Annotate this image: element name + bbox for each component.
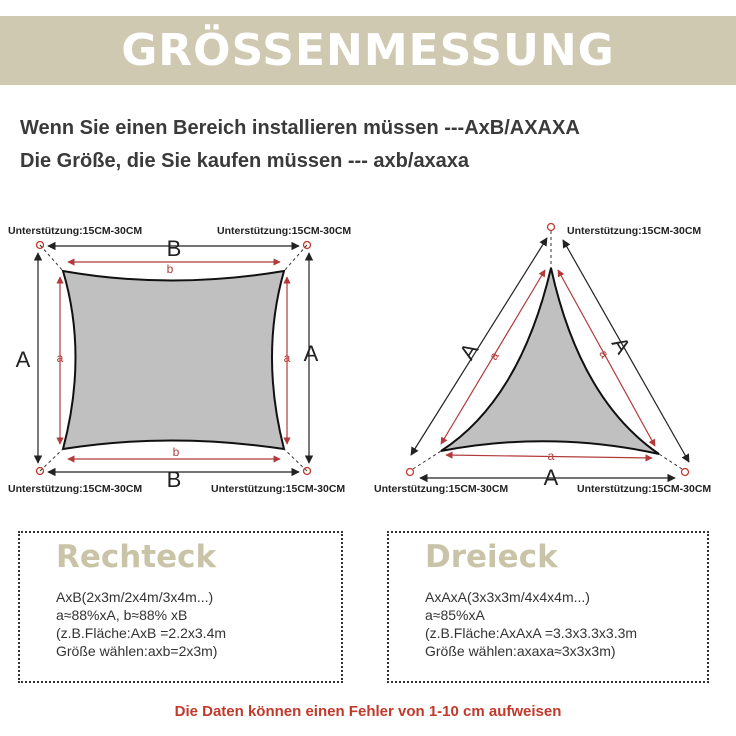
dreieck-line-4: Größe wählen:axaxa≈3x3x3m) xyxy=(425,643,616,659)
tri-label-a-left: a xyxy=(486,349,502,363)
rect-support-label-br: Unterstützung:15CM-30CM xyxy=(211,483,346,495)
rectangle-sail-shape xyxy=(63,271,284,449)
rechteck-line-3: (z.B.Fläche:AxB =2.2x3.4m xyxy=(56,625,227,641)
intro-line-size: Die Größe, die Sie kaufen müssen --- axb/axaxa xyxy=(20,150,470,172)
rect-label-b-top: b xyxy=(166,262,174,276)
banner-title: GRÖSSENMESSUNG xyxy=(121,25,615,76)
tri-label-A-left: A xyxy=(454,338,484,365)
triangle-diagram xyxy=(374,224,711,496)
rechteck-line-4: Größe wählen:axb=2x3m) xyxy=(56,643,218,659)
rect-support-label-bl: Unterstützung:15CM-30CM xyxy=(8,483,143,495)
rect-label-B-bottom: B xyxy=(166,467,182,492)
tri-support-label-top: Unterstützung:15CM-30CM xyxy=(567,225,702,237)
tri-support-label-bl: Unterstützung:15CM-30CM xyxy=(374,483,509,495)
tri-label-a-bottom: a xyxy=(547,449,555,463)
tri-support-label-br: Unterstützung:15CM-30CM xyxy=(577,483,712,495)
rectangle-diagram xyxy=(8,225,351,495)
dreieck-line-3: (z.B.Fläche:AxAxA =3.3x3.3x3.3m xyxy=(425,625,638,641)
rect-label-b-bottom: b xyxy=(172,445,180,459)
intro-line-area: Wenn Sie einen Bereich installieren müssen ---AxB/AXAXA xyxy=(20,117,580,139)
rect-support-label-tl: Unterstützung:15CM-30CM xyxy=(8,225,143,237)
tri-label-a-right: a xyxy=(596,347,612,361)
rect-label-a-right: a xyxy=(283,351,291,365)
rect-label-A-left: A xyxy=(15,347,31,372)
dreieck-line-2: a≈85%xA xyxy=(425,607,485,623)
dreieck-line-1: AxAxA(3x3x3m/4x4x4m...) xyxy=(425,589,590,605)
rect-support-label-tr: Unterstützung:15CM-30CM xyxy=(217,225,352,237)
rect-label-A-right: A xyxy=(303,341,319,366)
rect-label-a-left: a xyxy=(56,351,64,365)
rechteck-line-2: a≈88%xA, b≈88% xB xyxy=(56,607,188,623)
dreieck-title: Dreieck xyxy=(425,539,558,575)
rect-label-B-top: B xyxy=(166,236,182,261)
tri-label-A-bottom: A xyxy=(543,465,559,490)
rechteck-title: Rechteck xyxy=(56,539,217,575)
dreieck-info-box xyxy=(387,531,709,683)
rechteck-info-box xyxy=(18,531,343,683)
error-footnote: Die Daten können einen Fehler von 1-10 cm aufweisen xyxy=(174,703,562,720)
rechteck-line-1: AxB(2x3m/2x4m/3x4m...) xyxy=(56,589,214,605)
tri-label-A-right: A xyxy=(606,332,636,359)
